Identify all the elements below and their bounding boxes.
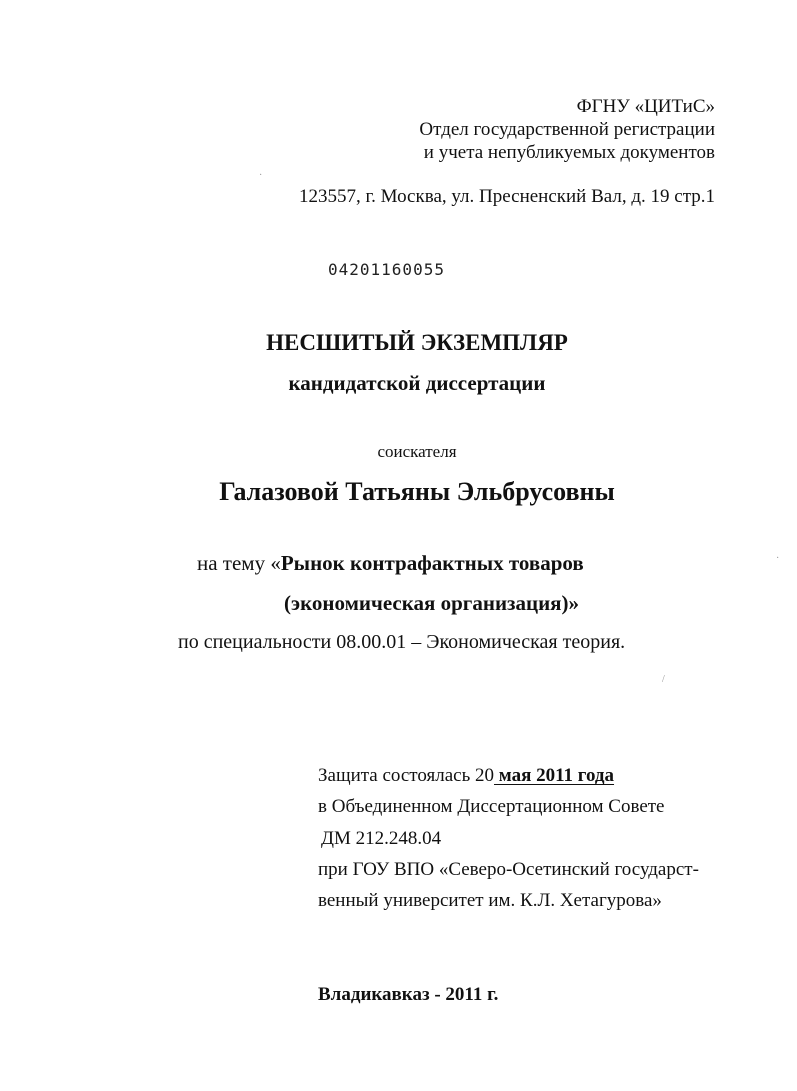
header-department-line2: и учета непубликуемых документов [423,142,715,163]
defense-council: в Объединенном Диссертационном Совете [318,796,665,817]
topic-title-line1: Рынок контрафактных товаров [280,551,584,575]
topic-line1 [197,553,584,574]
header-organization: ФГНУ «ЦИТиС» [576,96,715,117]
applicant-label: соискателя [377,442,457,461]
defense-date: мая 2011 года [494,765,615,786]
defense-date-line [318,766,614,785]
registration-number: 04201160055 [328,260,445,279]
footer-place-year: Владикавказ - 2011 г. [318,984,499,1005]
scan-speck: · [259,170,263,181]
header-address: 123557, г. Москва, ул. Пресненский Вал, д. 19 стр.1 [299,186,715,207]
defense-university-line2: венный университет им. К.Л. Хетагурова» [318,890,662,911]
scan-speck: · [776,553,780,564]
document-title: НЕСШИТЫЙ ЭКЗЕМПЛЯР [266,330,568,355]
topic-specialty: по специальности 08.00.01 – Экономическая теория. [178,631,626,653]
header-department-line1: Отдел государственной регистрации [419,119,715,140]
topic-title-line2: (экономическая организация)» [284,591,580,615]
scan-speck: / [662,674,665,685]
defense-council-code: ДМ 212.248.04 [321,828,442,849]
applicant-name: Галазовой Татьяны Эльбрусовны [219,477,615,506]
topic-prefix: на тему « [197,551,281,575]
defense-date-prefix: Защита состоялась 20 [318,765,495,786]
defense-university-line1: при ГОУ ВПО «Северо-Осетинский государст- [318,859,699,880]
document-subtitle: кандидатской диссертации [288,371,546,395]
